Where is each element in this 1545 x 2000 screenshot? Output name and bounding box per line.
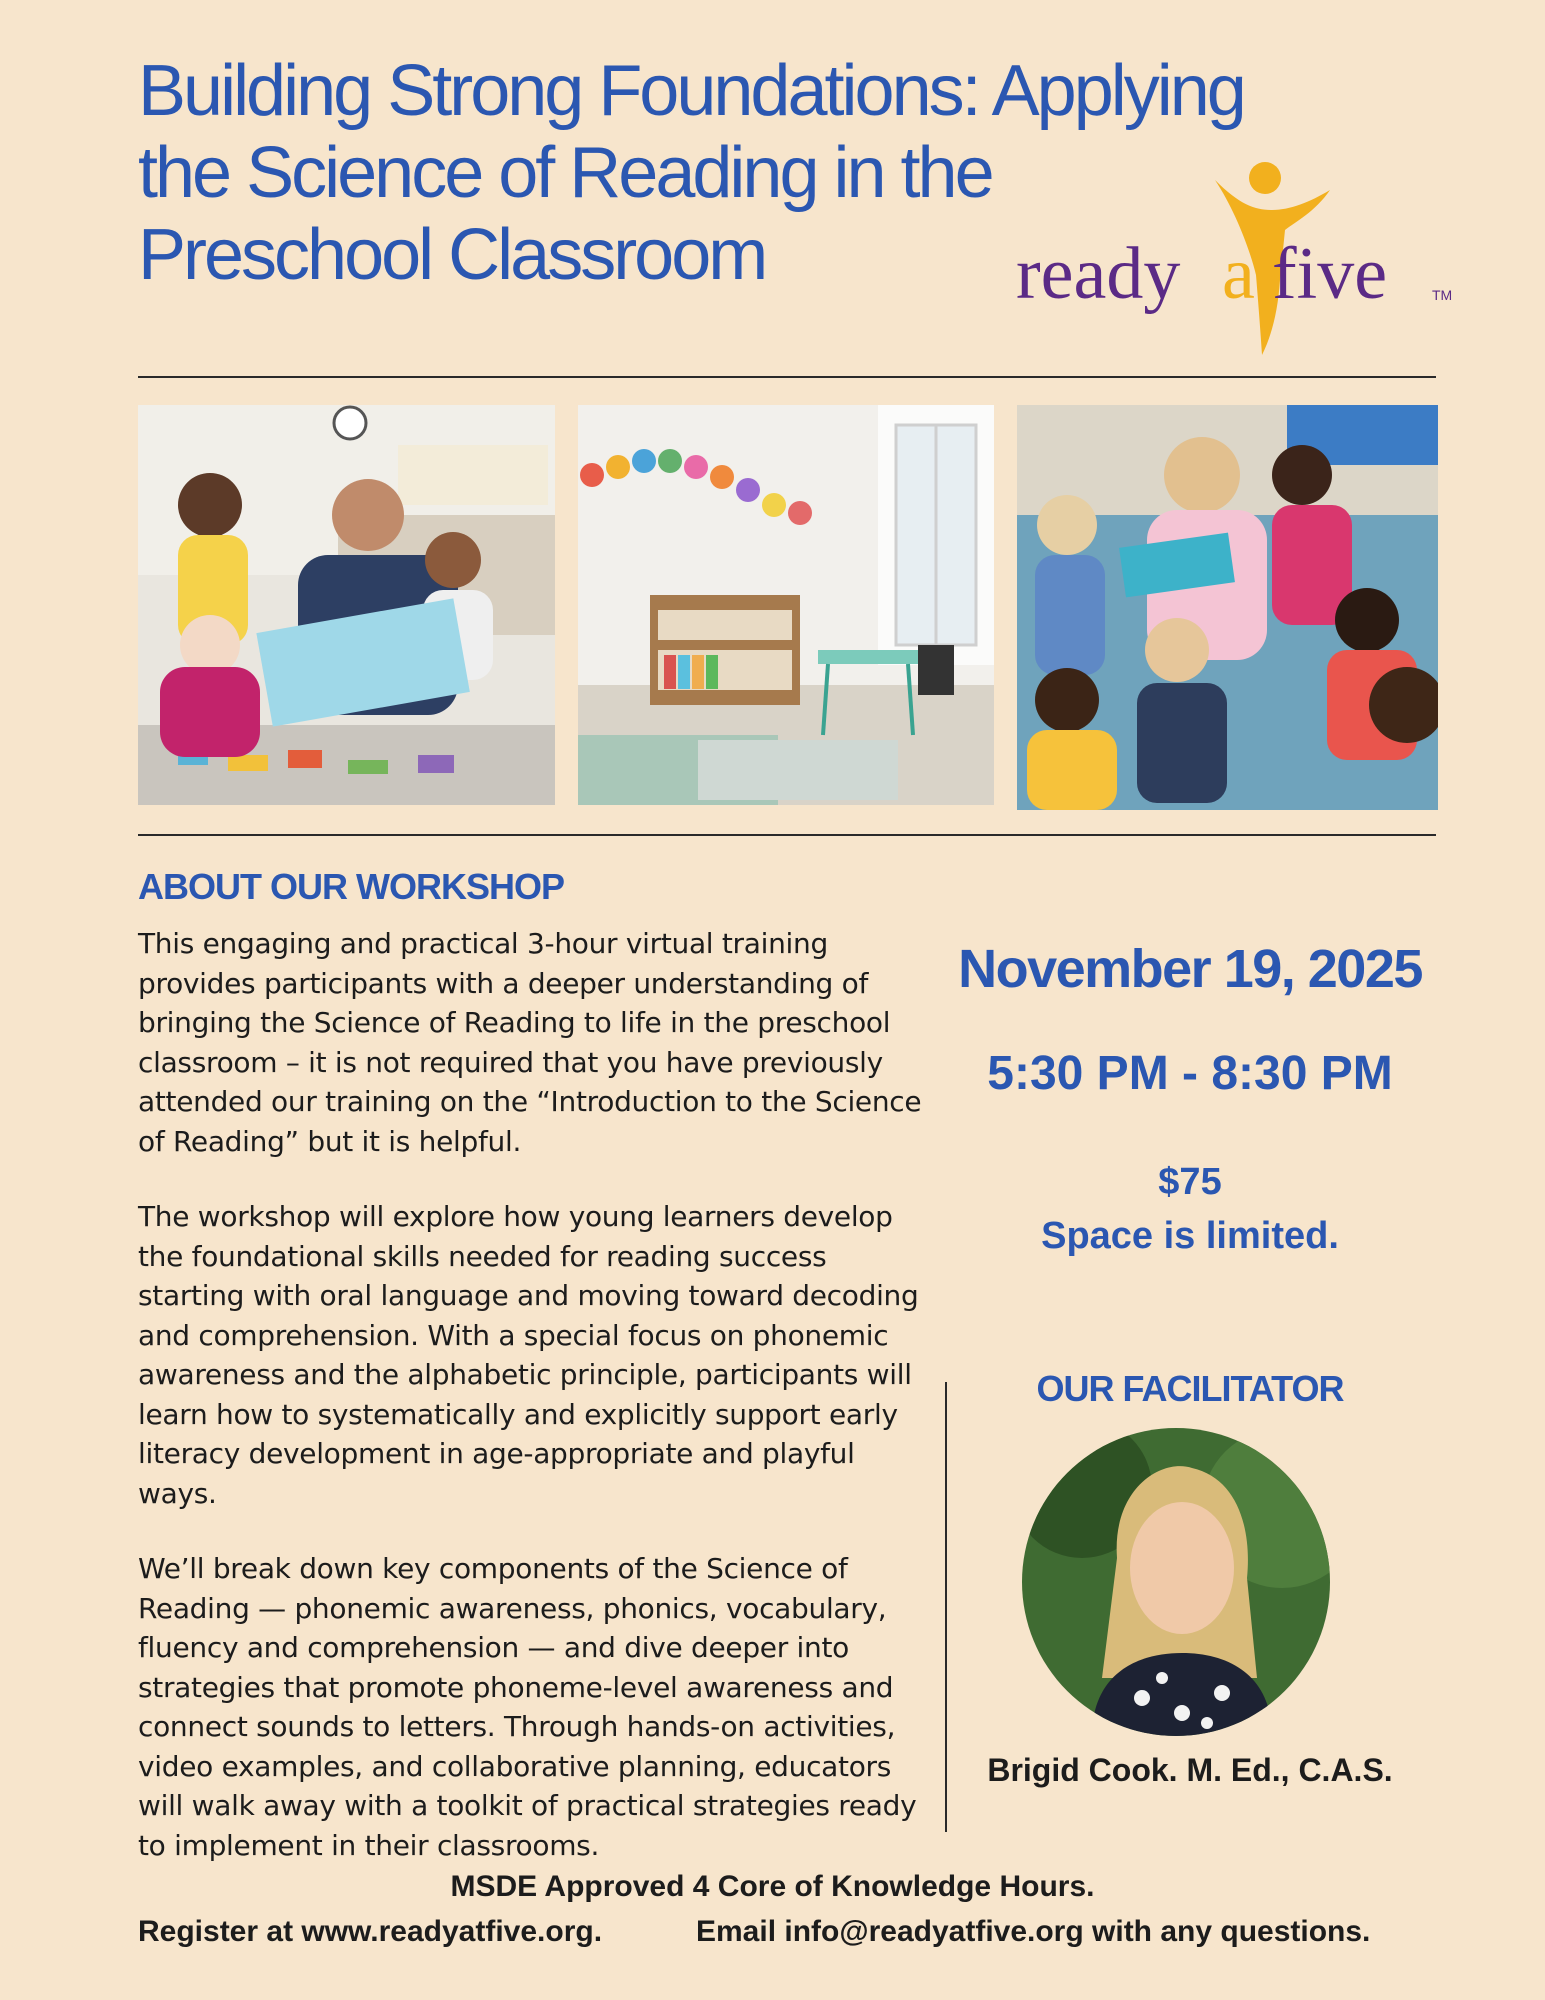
photo-adult-reading-to-children	[138, 405, 555, 805]
about-paragraph-2: The workshop will explore how young learners develop the foundational skills needed for reading success starting with oral language and moving toward decoding and comprehension. With a special focus on phonemic awareness and the alphabetic principle, participants will learn how to systematically and explicitly support early literacy development in age-appropriate and playful ways.	[138, 1200, 919, 1510]
divider-middle	[138, 834, 1436, 836]
event-date: November 19, 2025	[958, 939, 1422, 999]
email-contact[interactable]: Email info@readyatfive.org with any questions.	[696, 1915, 1371, 1948]
facilitator-name: Brigid Cook. M. Ed., C.A.S.	[987, 1752, 1393, 1788]
about-paragraph-3: We’ll break down key components of the Science of Reading — phonemic awareness, phonics, vocabulary, fluency and comprehension — and dive deeper into strategies that promote phoneme-level awareness and connect sounds to letters. Through hands-on activities, video examples, and collaborative planning, educators will walk away with a toolkit of practical strategies ready to implement in their classrooms.	[138, 1552, 917, 1862]
photo-empty-preschool-classroom	[578, 405, 994, 805]
facilitator-heading: OUR FACILITATOR	[1036, 1368, 1344, 1409]
approval-note: MSDE Approved 4 Core of Knowledge Hours.	[450, 1870, 1095, 1903]
contact-line	[138, 1915, 1438, 1949]
event-time: 5:30 PM - 8:30 PM	[987, 1047, 1393, 1100]
logo-trademark: TM	[1432, 287, 1453, 303]
classroom-photo-icon	[1017, 405, 1438, 810]
logo-text-a: a	[1222, 233, 1255, 315]
about-paragraph-1: This engaging and practical 3-hour virtual training provides participants with a deeper understanding of bringing the Science of Reading to life in the preschool classroom – it is not required that you have previously attended our training on the “Introduction to the Science of Reading” but it is helpful.	[138, 927, 922, 1158]
facilitator-avatar	[1022, 1428, 1330, 1736]
title-line-3: Preschool Classroom	[138, 215, 766, 295]
classroom-photo-icon	[578, 405, 994, 805]
title-line-2: the Science of Reading in the	[138, 133, 992, 213]
ready-at-five-logo	[1010, 150, 1470, 360]
logo-text-five: five	[1272, 233, 1388, 315]
logo-text-ready: ready	[1016, 233, 1181, 315]
title-line-1: Building Strong Foundations: Applying	[138, 51, 1244, 131]
about-heading: ABOUT OUR WORKSHOP	[138, 866, 564, 907]
facilitator-portrait-icon	[1022, 1428, 1330, 1736]
logo-graphic	[1010, 150, 1470, 360]
photo-teacher-story-time	[1017, 405, 1438, 810]
event-availability: Space is limited.	[1041, 1215, 1339, 1257]
classroom-photo-icon	[138, 405, 555, 805]
divider-top	[138, 376, 1436, 378]
register-link[interactable]: Register at www.readyatfive.org.	[138, 1915, 603, 1948]
event-price: $75	[1158, 1161, 1222, 1203]
